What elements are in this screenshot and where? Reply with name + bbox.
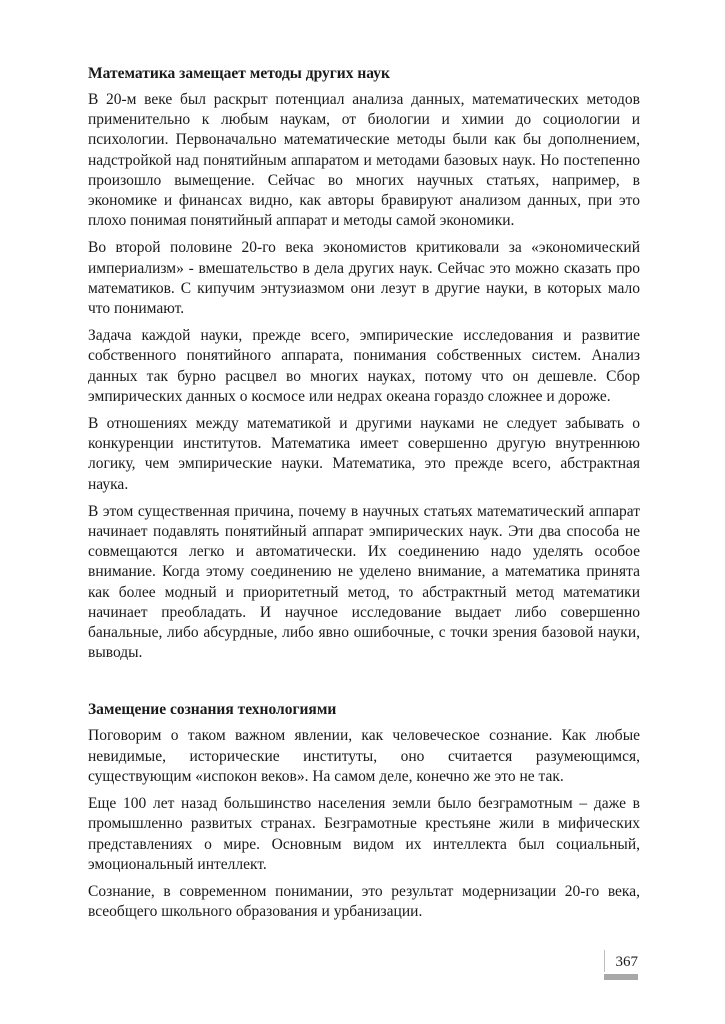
paragraph: Поговорим о таком важном явлении, как человеческое сознание. Как любые невидимые, исторические институты, оно считается разумеющимся, существующим «испокон веков». На самом деле, конечно же это не так.: [88, 727, 640, 785]
paragraph: Во второй половине 20-го века экономистов критиковали за «экономический империализм» - вмешательство в дела других наук. Сейчас это можно сказать про математиков. С кипучим энтузиазмом они лезут в другие науки, в которых мало что понимают.: [88, 239, 640, 318]
paragraph: В отношениях между математикой и другими науками не следует забывать о конкуренции институтов. Математика имеет совершенно другую внутреннюю логику, чем эмпирические науки. Математика, это прежде всего, абстрактная наука.: [88, 415, 640, 493]
paragraph: Сознание, в современном понимании, это результат модернизации 20-го века, всеобщего школьного образования и урбанизации.: [88, 882, 640, 921]
section-spacer: [88, 670, 640, 700]
section-title: Замещение сознания технологиями: [88, 701, 337, 719]
section-consciousness: [88, 700, 640, 922]
section-title: Математика замещает методы других наук: [88, 65, 390, 82]
page-number: 367: [615, 954, 638, 970]
section-math: [88, 64, 640, 663]
paragraph: В 20-м веке был раскрыт потенциал анализа данных, математических методов применительно к любым наукам, от биологии и химии до социологии и психологии. Первоначально математические методы были как бы дополнением, надстройкой над понятийным аппаратом и методами базовых наук. Но постепенно произошло вымещение. Сейчас во многих научных статьях, например, в экономике и финансах видно, как авторы бравируют анализом данных, при это плохо понимая понятийный аппарат и методы самой экономики.: [88, 91, 640, 230]
paragraph: Задача каждой науки, прежде всего, эмпирические исследования и развитие собственного понятийного аппарата, понимания собственных систем. Анализ данных так бурно расцвел во многих науках, потому что он дешевле. Сбор эмпирических данных о космосе или недрах океана гораздо сложнее и дороже.: [88, 327, 640, 405]
page-content: [88, 64, 640, 929]
page-number-bar: [604, 974, 638, 980]
paragraph: В этом существенная причина, почему в научных статьях математический аппарат начинает подавлять понятийный аппарат эмпирических наук. Эти два способа не совмещаются легко и автоматически. Их соединению надо уделять особое внимание. Когда этому соединению не уделено внимание, а математика принята как более модный и приоритетный метод, то абстрактный метод математики начинает преобладать. И научное исследование выдает либо совершенно банальные, либо абсурдные, либо явно ошибочные, с точки зрения базовой науки, выводы.: [88, 502, 640, 662]
paragraph: Еще 100 лет назад большинство населения земли было безграмотным – даже в промышленно развитых странах. Безграмотные крестьяне жили в мифических представлениях о мире. Основным видом их интеллекта был социальный, эмоциональный интеллект.: [88, 795, 640, 873]
